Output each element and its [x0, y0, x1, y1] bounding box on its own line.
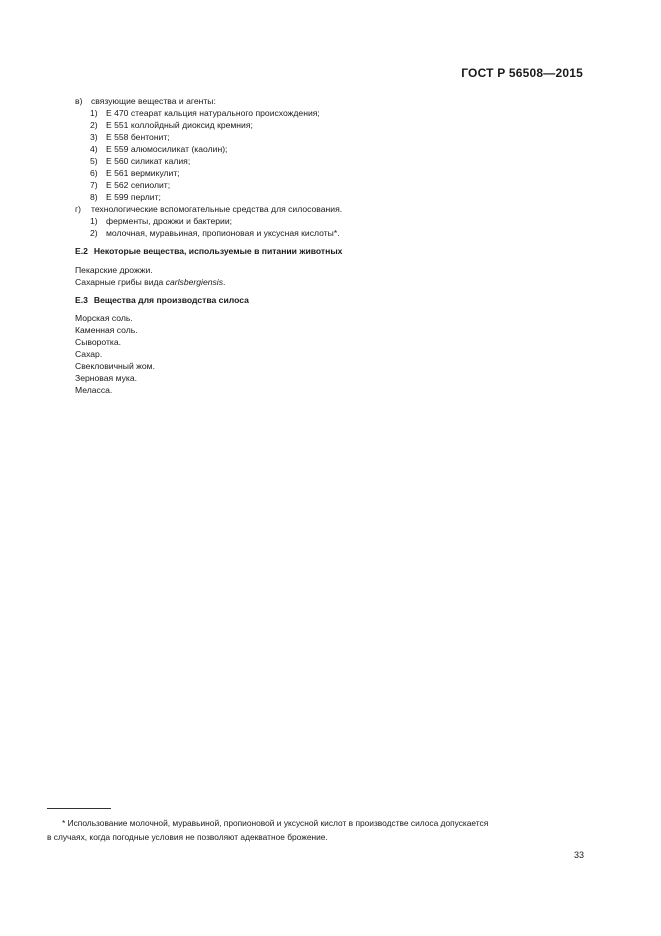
section-title: Вещества для производства силоса: [93, 295, 249, 305]
section-title: Некоторые вещества, используемые в питании животных: [93, 246, 343, 256]
list-item: 7) Е 562 сепиолит;: [90, 180, 171, 190]
list-item: 8) Е 599 перлит;: [90, 192, 161, 202]
section-number: Е.2: [75, 246, 88, 256]
list-item-text: технологические вспомогательные средства для силосования.: [91, 204, 343, 214]
list-item: 3) Е 558 бентонит;: [90, 132, 170, 142]
paragraph: Свекловичный жом.: [75, 361, 155, 371]
section-heading-e2: [75, 246, 342, 256]
paragraph: Меласса.: [75, 385, 113, 395]
paragraph: Сахар.: [75, 349, 103, 359]
footnote-line: * Использование молочной, муравьиной, пропионовой и уксусной кислот в производстве силоса допускается: [62, 818, 489, 828]
list-item: 5) Е 560 силикат калия;: [90, 156, 191, 166]
paragraph: Пекарские дрожжи.: [75, 265, 153, 275]
list-item: 1) Е 470 стеарат кальция натурального происхождения;: [90, 108, 320, 118]
page-number: 33: [573, 850, 584, 860]
footnote-line: в случаях, когда погодные условия не позволяют адекватное брожение.: [47, 832, 328, 842]
paragraph: Зерновая мука.: [75, 373, 137, 383]
list-marker: г): [75, 204, 81, 214]
paragraph: Каменная соль.: [75, 325, 138, 335]
list-item: 2) Е 551 коллойдный диоксид кремния;: [90, 120, 253, 130]
list-item-v: [75, 95, 216, 107]
list-item: 2) молочная, муравьиная, пропионовая и уксусная кислоты*.: [90, 228, 340, 238]
paragraph: Сыворотка.: [75, 337, 122, 347]
list-marker: в): [75, 96, 83, 106]
paragraph: Сахарные грибы вида carlsbergiensis.: [75, 277, 226, 287]
section-number: Е.3: [75, 295, 88, 305]
section-heading-e3: [75, 295, 249, 305]
standard-number-header: ГОСТ Р 56508—2015: [461, 66, 583, 80]
list-item-g: [75, 203, 342, 215]
list-item-text: связующие вещества и агенты:: [91, 96, 216, 106]
list-item: 1) ферменты, дрожжи и бактерии;: [90, 216, 233, 226]
footnote-divider: [47, 808, 111, 809]
list-item: 6) Е 561 вермикулит;: [90, 168, 180, 178]
paragraph: Морская соль.: [75, 313, 133, 323]
list-item: 4) Е 559 алюмосиликат (каолин);: [90, 144, 228, 154]
footnote: [47, 816, 587, 844]
